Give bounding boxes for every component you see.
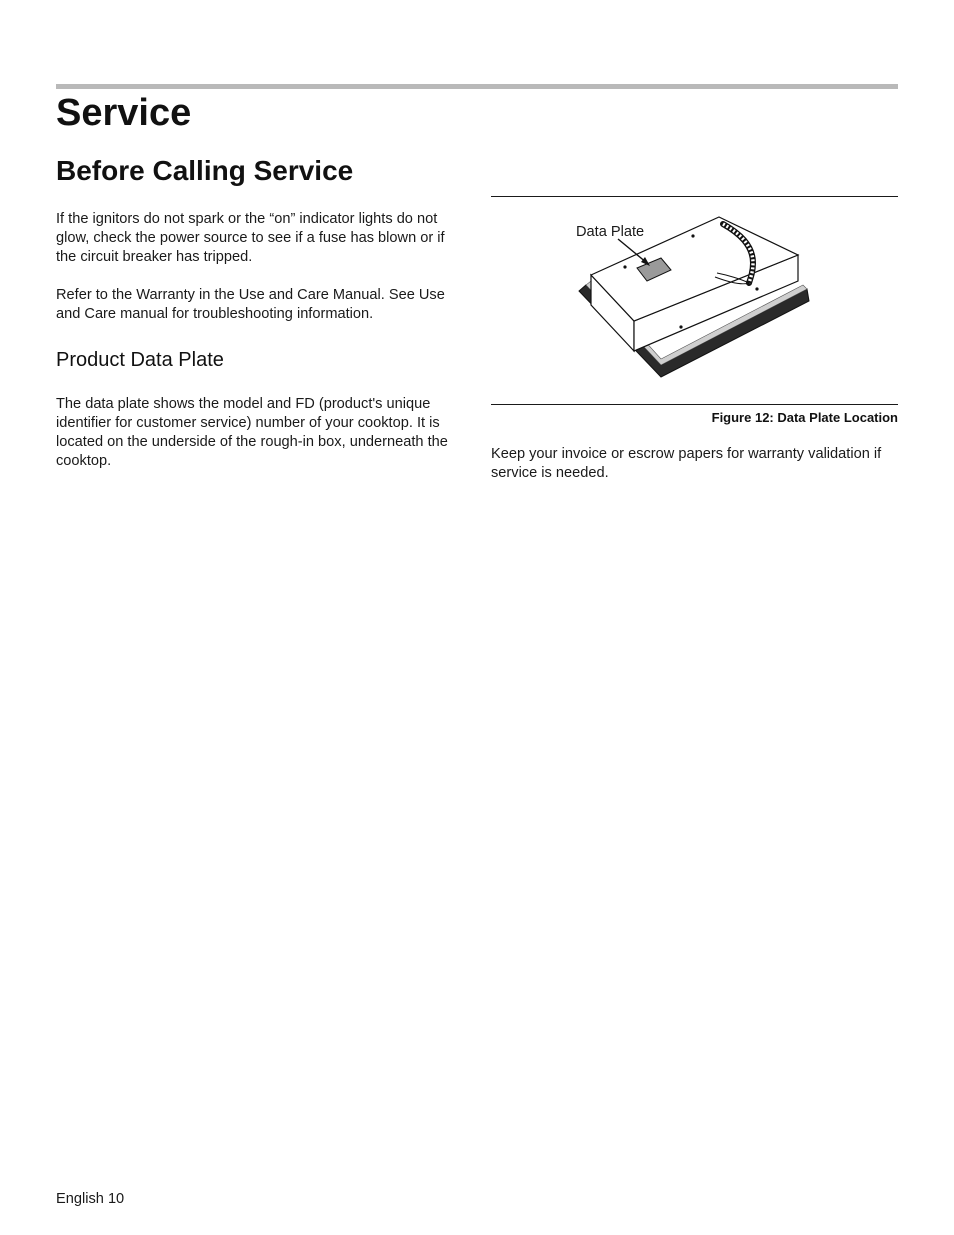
screw-dot — [623, 265, 626, 268]
paragraph-ignitors: If the ignitors do not spark or the “on” indicator lights do not glow, check the power source to see if a fuse has blown or if the circuit breaker has tripped. — [56, 211, 445, 265]
footer-language: English — [56, 1191, 104, 1207]
screw-dot — [679, 325, 682, 328]
paragraph-invoice: Keep your invoice or escrow papers for warranty validation if service is needed. — [491, 446, 882, 481]
subsection-title-product-data-plate: Product Data Plate — [56, 349, 224, 371]
cooktop-illustration — [491, 205, 898, 395]
figure-data-plate-location — [491, 205, 898, 395]
figure-top-rule — [491, 196, 898, 197]
figure-bottom-rule — [491, 404, 898, 405]
data-plate-callout-label: Data Plate — [576, 224, 645, 240]
figure-caption: Figure 12: Data Plate Location — [711, 410, 898, 425]
screw-dot — [691, 234, 694, 237]
footer-page-number: 10 — [107, 1191, 125, 1207]
top-rule — [56, 84, 898, 89]
section-title-before-calling-service: Before Calling Service — [56, 155, 354, 186]
screw-dot — [755, 287, 758, 290]
paragraph-warranty: Refer to the Warranty in the Use and Care Manual. See Use and Care manual for troubleshooting information. — [56, 287, 445, 322]
page-title: Service — [56, 92, 192, 134]
paragraph-data-plate: The data plate shows the model and FD (product's unique identifier for customer service) number of your cooktop. It is located on the underside of the rough-in box, underneath the cooktop. — [56, 396, 448, 469]
page-footer — [56, 1190, 124, 1209]
